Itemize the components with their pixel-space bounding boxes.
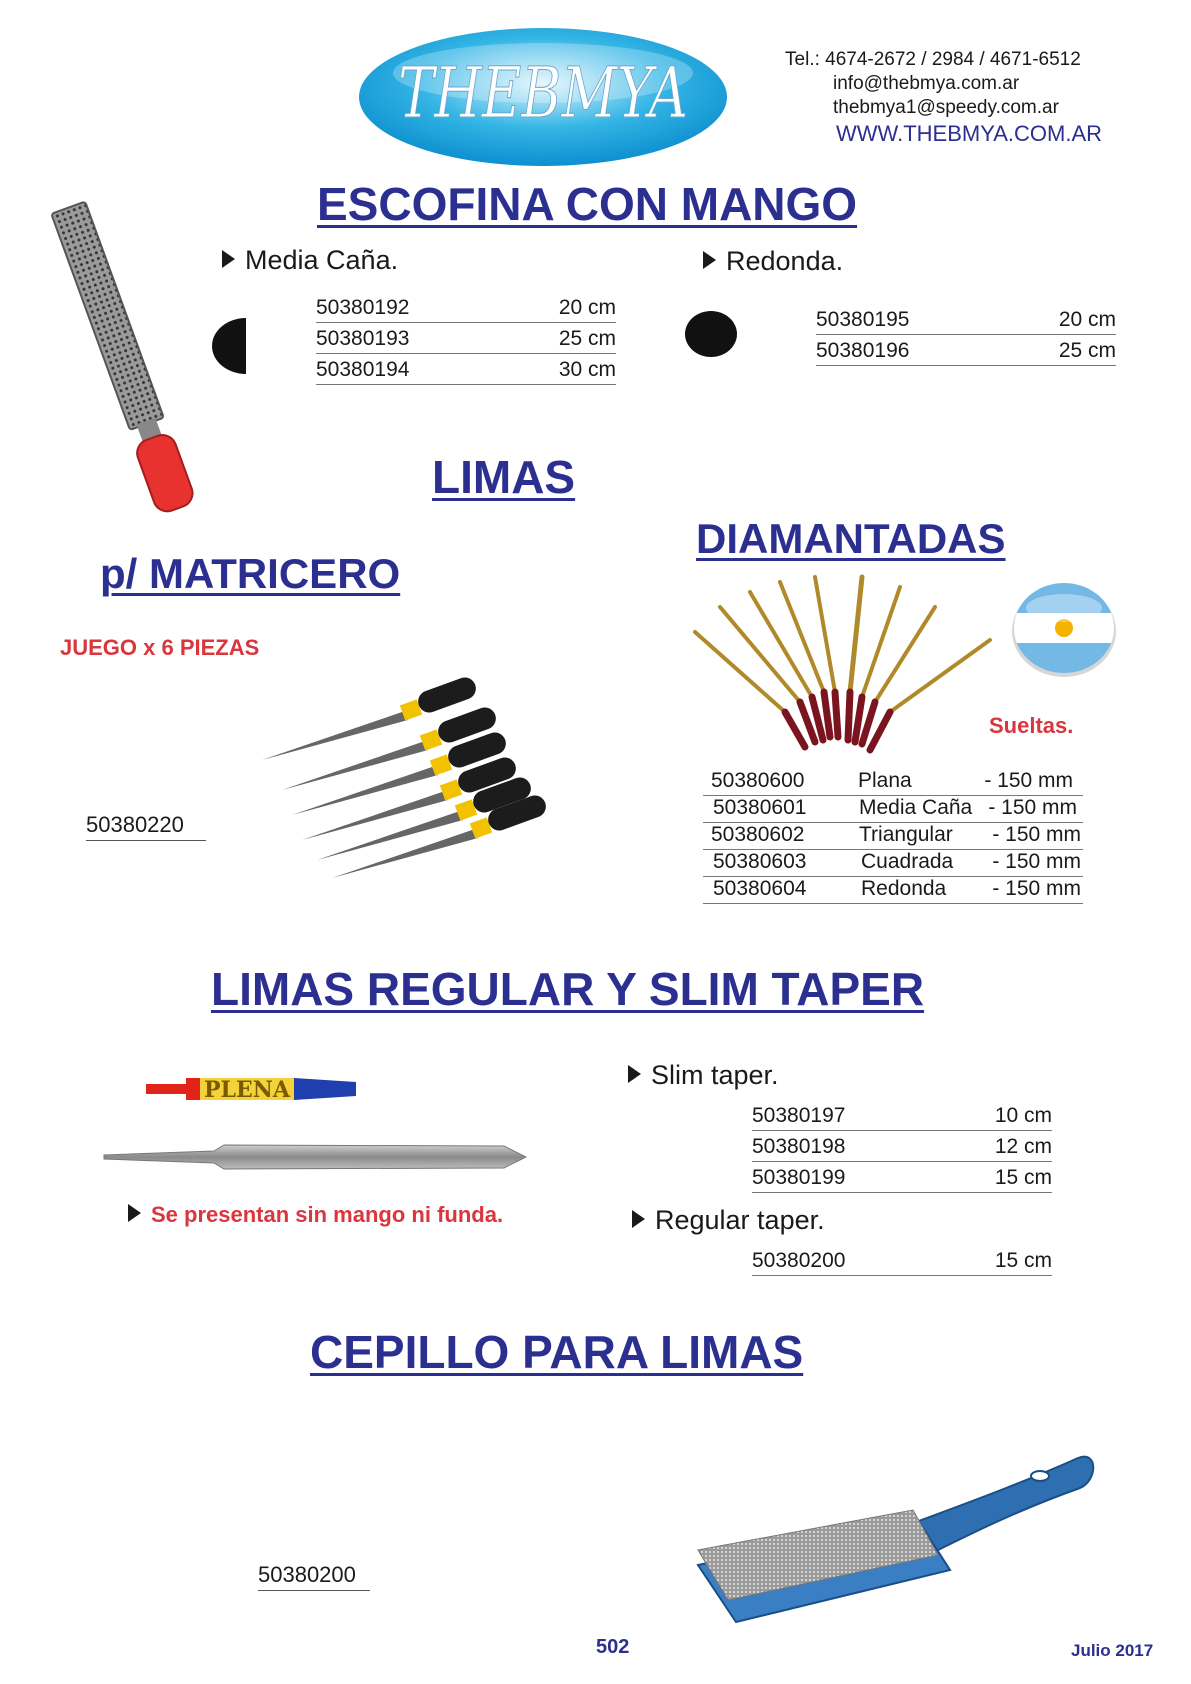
section-title-limas: LIMAS <box>432 451 576 503</box>
bullet-media-cana <box>222 245 398 276</box>
table-row <box>752 1245 1052 1276</box>
table-row <box>816 304 1116 335</box>
slim-taper-label: Slim taper. <box>651 1060 779 1090</box>
email-link-2[interactable]: thebmya1@speedy.com.ar <box>833 97 1059 118</box>
product-code: 50380602 <box>711 823 805 846</box>
subsection-title-diamantadas: DIAMANTADAS <box>696 515 1006 562</box>
table-row <box>316 354 616 385</box>
email-link-1[interactable]: info@thebmya.com.ar <box>833 73 1020 94</box>
product-code: 50380194 <box>316 358 410 381</box>
page-number: 502 <box>596 1636 630 1658</box>
slim-taper-table <box>752 1100 1052 1193</box>
product-size: - 150 mm <box>992 877 1081 900</box>
regular-taper-table <box>752 1245 1052 1276</box>
table-row <box>316 323 616 354</box>
table-row <box>703 850 1083 877</box>
product-code: 50380199 <box>752 1166 846 1189</box>
product-code: 50380193 <box>316 327 410 350</box>
product-size: 25 cm <box>1058 339 1116 362</box>
product-code: 50380196 <box>816 339 910 362</box>
table-row <box>752 1162 1052 1193</box>
product-code: 50380198 <box>752 1135 846 1158</box>
bullet-slim-taper <box>628 1060 779 1091</box>
bullet-triangle-icon <box>703 251 716 269</box>
section-title-cepillo: CEPILLO PARA LIMAS <box>310 1326 804 1378</box>
media-cana-label: Media Caña. <box>245 245 399 275</box>
redonda-table <box>816 304 1116 366</box>
bullet-regular-taper <box>632 1205 825 1236</box>
product-size: - 150 mm <box>988 796 1077 819</box>
argentina-flag-icon <box>1010 578 1118 678</box>
bullet-triangle-icon <box>128 1204 141 1222</box>
product-name: Triangular <box>859 823 953 846</box>
table-row <box>703 877 1083 904</box>
product-size: - 150 mm <box>992 850 1081 873</box>
phone-text: Tel.: 4674-2672 / 2984 / 4671-6512 <box>785 49 1081 70</box>
cepillo-code: 50380200 <box>258 1562 370 1591</box>
product-size: - 150 mm <box>984 769 1073 792</box>
table-row <box>316 292 616 323</box>
bullet-triangle-icon <box>628 1065 641 1083</box>
subsection-title-matricero: p/ MATRICERO <box>100 550 401 597</box>
product-size: 15 cm <box>994 1166 1052 1189</box>
product-name: Redonda <box>861 877 947 900</box>
product-code: 50380195 <box>816 308 910 331</box>
needle-file-set-image <box>262 672 580 884</box>
product-size: 10 cm <box>994 1104 1052 1127</box>
media-cana-table <box>316 292 616 385</box>
table-row <box>752 1131 1052 1162</box>
diamond-files-image <box>690 572 1000 757</box>
product-size: 20 cm <box>1058 308 1116 331</box>
regular-note-text: Se presentan sin mango ni funda. <box>151 1202 504 1227</box>
table-row <box>752 1100 1052 1131</box>
regular-taper-label: Regular taper. <box>655 1205 825 1235</box>
table-row <box>816 335 1116 366</box>
product-code: 50380197 <box>752 1104 846 1127</box>
table-row <box>703 796 1083 823</box>
product-size: 20 cm <box>558 296 616 319</box>
file-brush-image <box>688 1450 1098 1625</box>
round-profile-icon <box>684 310 738 358</box>
flat-file-image <box>104 1140 530 1174</box>
half-round-profile-icon <box>212 318 246 374</box>
product-code: 50380200 <box>752 1249 846 1272</box>
product-size: 30 cm <box>558 358 616 381</box>
product-size: 15 cm <box>994 1249 1052 1272</box>
issue-date: Julio 2017 <box>1071 1641 1154 1660</box>
product-size: - 150 mm <box>992 823 1081 846</box>
website-link[interactable]: WWW.THEBMYA.COM.AR <box>836 121 1103 146</box>
table-row <box>703 823 1083 850</box>
redonda-label: Redonda. <box>726 246 844 276</box>
rasp-image <box>45 192 205 522</box>
section-title-escofina: ESCOFINA CON MANGO <box>317 178 858 230</box>
product-code: 50380192 <box>316 296 410 319</box>
diamantadas-note: Sueltas. <box>989 713 1074 738</box>
contact-block <box>785 48 1102 146</box>
bullet-redonda <box>703 246 843 277</box>
matricero-code: 50380220 <box>86 812 206 841</box>
product-code: 50380601 <box>713 796 807 819</box>
thebmya-logo <box>357 27 730 168</box>
diamantadas-table <box>703 768 1083 904</box>
regular-note <box>128 1202 503 1228</box>
product-code: 50380604 <box>713 877 807 900</box>
product-name: Media Caña <box>859 796 973 819</box>
plena-brand-logo <box>146 1074 360 1104</box>
product-name: Plana <box>858 769 912 792</box>
product-code: 50380603 <box>713 850 807 873</box>
product-code: 50380600 <box>711 769 805 792</box>
product-size: 25 cm <box>558 327 616 350</box>
logo-text: THEBMYA <box>398 52 688 134</box>
product-name: Cuadrada <box>861 850 954 873</box>
matricero-subtitle: JUEGO x 6 PIEZAS <box>60 635 260 660</box>
product-size: 12 cm <box>994 1135 1052 1158</box>
plena-brand-text: PLENA <box>204 1077 290 1103</box>
table-row <box>703 768 1083 796</box>
section-title-regular-slim: LIMAS REGULAR Y SLIM TAPER <box>211 963 925 1015</box>
bullet-triangle-icon <box>222 250 235 268</box>
bullet-triangle-icon <box>632 1210 645 1228</box>
